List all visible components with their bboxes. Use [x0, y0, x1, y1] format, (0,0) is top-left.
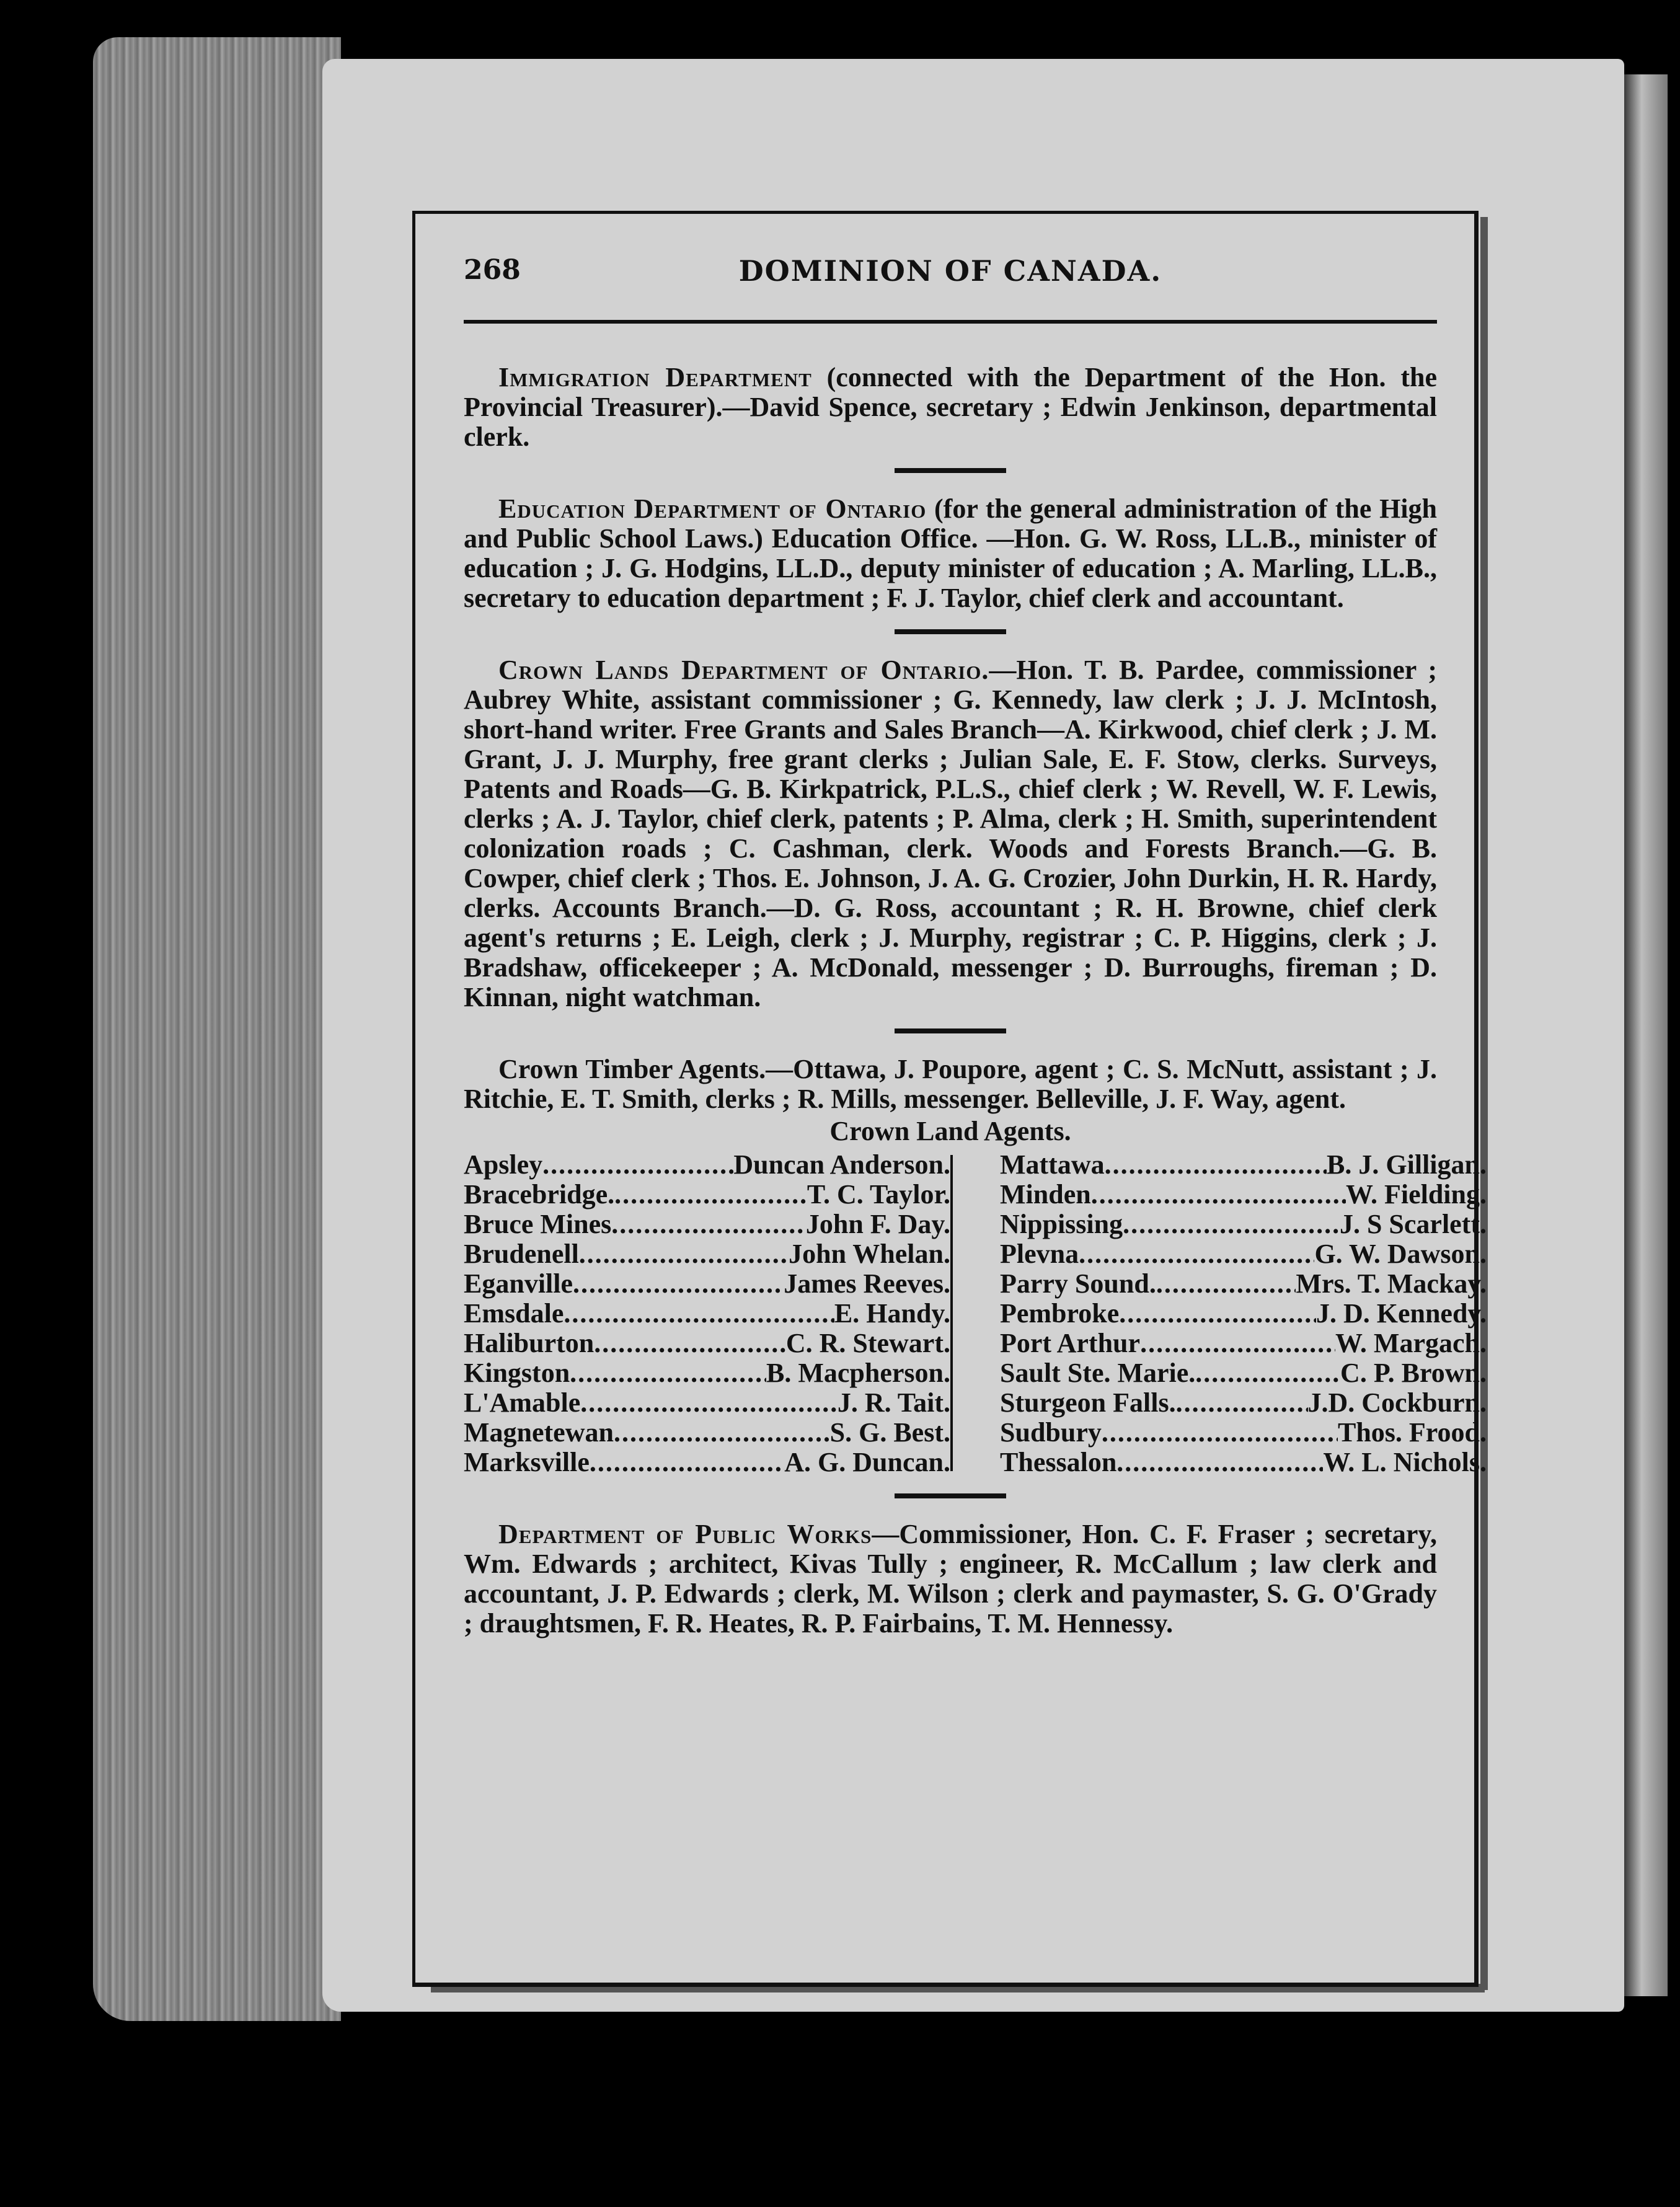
agent-row	[464, 1299, 950, 1329]
dot-leader	[1123, 1210, 1340, 1239]
column-divider	[950, 1155, 953, 1471]
section-separator	[895, 629, 1006, 634]
page-number: 268	[464, 254, 521, 286]
agent-name: C. R. Stewart.	[785, 1328, 950, 1358]
agent-place: Apsley	[464, 1149, 543, 1180]
agent-row	[464, 1150, 950, 1180]
page-content	[464, 362, 1487, 1639]
timber-agents-paragraph: Crown Timber Agents.—Ottawa, J. Poupore, agent ; C. S. McNutt, assistant ; J. Ritchie, E. T. Smith, clerks ; R. Mills, messenger. Belleville, J. F. Way, agent.	[464, 1054, 1437, 1114]
agent-row	[1000, 1418, 1487, 1448]
agent-name: J. D. Kennedy.	[1315, 1298, 1487, 1329]
agent-place: Minden	[1000, 1179, 1091, 1210]
section-separator	[895, 1028, 1006, 1033]
section-body: (connected with the Department of the Hon. the Provincial Treasurer).—David Spence, secretary ; Edwin Jenkinson, departmental clerk.	[464, 362, 1438, 452]
agent-place: Thessalon	[1000, 1447, 1117, 1477]
agent-name: W. L. Nichols.	[1323, 1447, 1487, 1477]
dot-leader	[564, 1299, 834, 1329]
dot-leader	[573, 1269, 784, 1299]
agent-row	[464, 1329, 950, 1358]
dot-leader	[1176, 1388, 1308, 1418]
agent-name: J. S Scarlett.	[1339, 1209, 1487, 1239]
agent-row	[1000, 1299, 1487, 1329]
immigration-paragraph	[464, 363, 1437, 452]
dot-leader	[614, 1180, 807, 1210]
dot-leader	[594, 1329, 786, 1358]
agent-row	[1000, 1210, 1487, 1239]
agent-place: Plevna	[1000, 1239, 1079, 1269]
agent-name: James Reeves.	[784, 1268, 950, 1299]
agent-row	[464, 1358, 950, 1388]
agent-place: Magnetewan	[464, 1417, 614, 1448]
agent-name: W. Fielding.	[1346, 1179, 1487, 1210]
agent-place: Eganville	[464, 1268, 573, 1299]
dot-leader	[1195, 1358, 1340, 1388]
dot-leader	[611, 1210, 806, 1239]
book-page-edges	[93, 37, 341, 2021]
agent-place: Pembroke	[1000, 1298, 1120, 1329]
agent-name: S. G. Best.	[829, 1417, 950, 1448]
dot-leader	[1105, 1150, 1327, 1180]
agent-name: E. Handy.	[834, 1298, 950, 1329]
section-heading: Crown Lands Department of Ontario.	[498, 655, 989, 685]
frame-shadow-right	[1480, 217, 1488, 1990]
section-body: (for the general administration of the High and Public School Laws.) Education Office. —Hon. G. W. Ross, LL.B., minister of education ; J. G. Hodgins, LL.D., deputy minister of education ; A. Marling, LL.B., secretary to education department ; F. J. Taylor, chief clerk and accountant.	[464, 493, 1437, 613]
section-body: —Hon. T. B. Pardee, commissioner ; Aubrey White, assistant commissioner ; G. Kennedy, law clerk ; J. J. McIntosh, short-hand writer. Free Grants and Sales Branch—A. Kirkwood, chief clerk ; J. M. Grant, J. J. Murphy, free grant clerks ; Julian Sale, E. F. Stow, clerks. Surveys, Patents and Roads—G. B. Kirkpatrick, P.L.S., chief clerk ; W. Revell, W. F. Lewis, clerks ; A. J. Taylor, chief clerk, patents ; P. Alma, clerk ; H. Smith, superintendent colonization roads ; C. Cashman, clerk. Woods and Forests Branch.—G. B. Cowper, chief clerk ; Thos. E. Johnson, J. A. G. Crozier, John Durkin, H. R. Hardy, clerks. Accounts Branch.—D. G. Ross, accountant ; R. H. Browne, chief clerk agent's returns ; E. Leigh, clerk ; J. Murphy, registrar ; C. P. Higgins, clerk ; J. Bradshaw, officekeeper ; A. McDonald, messenger ; D. Burroughs, fireman ; D. Kinnan, night watchman.	[464, 655, 1437, 1012]
education-paragraph	[464, 494, 1437, 613]
agent-place: Kingston	[464, 1358, 570, 1388]
dot-leader	[579, 1239, 789, 1269]
agent-row	[464, 1448, 950, 1477]
dot-leader	[542, 1150, 733, 1180]
agent-place: Sturgeon Falls.	[1000, 1387, 1176, 1418]
section-separator	[895, 1493, 1006, 1498]
dot-leader	[1091, 1180, 1346, 1210]
agent-row	[1000, 1180, 1487, 1210]
agent-name: Mrs. T. Mackay.	[1296, 1268, 1487, 1299]
agent-name: C. P. Brown.	[1340, 1358, 1487, 1388]
agent-row	[1000, 1388, 1487, 1418]
agent-place: Sault Ste. Marie.	[1000, 1358, 1196, 1388]
dot-leader	[590, 1448, 784, 1477]
section-heading: Immigration Department	[498, 362, 812, 392]
agent-row	[464, 1418, 950, 1448]
agent-row	[1000, 1329, 1487, 1358]
land-agents-heading: Crown Land Agents.	[829, 1116, 1071, 1146]
agent-place: L'Amable	[464, 1387, 581, 1418]
dot-leader	[1079, 1239, 1314, 1269]
facing-page-edge	[1624, 74, 1668, 1996]
agent-name: Duncan Anderson.	[733, 1149, 950, 1180]
agent-place: Haliburton	[464, 1328, 595, 1358]
agent-row	[1000, 1239, 1487, 1269]
section-heading: Education Department of Ontario	[498, 493, 927, 524]
agent-name: G. W. Dawson.	[1314, 1239, 1487, 1269]
agent-place: Bracebridge.	[464, 1179, 615, 1210]
dot-leader	[1156, 1269, 1296, 1299]
dot-leader	[614, 1418, 830, 1448]
agent-place: Mattawa	[1000, 1149, 1105, 1180]
land-agents-table	[464, 1149, 1487, 1477]
agent-name: J.D. Cockburn.	[1307, 1387, 1487, 1418]
agent-name: J. R. Tait.	[837, 1387, 950, 1418]
agent-name: A. G. Duncan.	[784, 1447, 950, 1477]
running-title: DOMINION OF CANADA.	[738, 254, 1162, 288]
agent-row	[464, 1180, 950, 1210]
agent-row	[464, 1210, 950, 1239]
dot-leader	[1140, 1329, 1335, 1358]
agent-row	[464, 1388, 950, 1418]
agent-row	[464, 1239, 950, 1269]
dot-leader	[1119, 1299, 1316, 1329]
agent-place: Brudenell	[464, 1239, 579, 1269]
dot-leader	[1116, 1448, 1323, 1477]
page-header	[464, 254, 1437, 304]
agent-place: Marksville	[464, 1447, 590, 1477]
agent-name: B. J. Gilligan.	[1327, 1149, 1487, 1180]
dot-leader	[580, 1388, 838, 1418]
agent-name: John F. Day.	[805, 1209, 950, 1239]
agent-place: Sudbury	[1000, 1417, 1102, 1448]
agent-name: John Whelan.	[789, 1239, 950, 1269]
agent-row	[1000, 1150, 1487, 1180]
section-separator	[895, 468, 1006, 473]
agent-name: T. C. Taylor.	[807, 1179, 950, 1210]
section-body: —Commissioner, Hon. C. F. Fraser ; secretary, Wm. Edwards ; architect, Kivas Tully ; engineer, R. McCallum ; law clerk and accountant, J. P. Edwards ; clerk, M. Wilson ; clerk and paymaster, S. G. O'Grady ; draughtsmen, F. R. Heates, R. P. Fairbains, T. M. Hennessy.	[464, 1519, 1437, 1639]
agent-place: Bruce Mines	[464, 1209, 612, 1239]
agent-place: Parry Sound.	[1000, 1268, 1156, 1299]
land-agents-left-column	[464, 1150, 975, 1477]
agent-name: W. Margach.	[1335, 1328, 1487, 1358]
dot-leader	[570, 1358, 766, 1388]
agent-name: B. Macpherson.	[766, 1358, 950, 1388]
agent-name: Thos. Frood.	[1337, 1417, 1487, 1448]
agent-row	[1000, 1358, 1487, 1388]
agent-place: Port Arthur	[1000, 1328, 1141, 1358]
agent-place: Emsdale	[464, 1298, 564, 1329]
agent-place: Nippissing	[1000, 1209, 1123, 1239]
land-agents-right-column	[975, 1150, 1487, 1477]
agent-row	[1000, 1448, 1487, 1477]
header-rule	[464, 320, 1437, 324]
section-heading: Department of Public Works	[498, 1519, 872, 1549]
crown-lands-paragraph	[464, 655, 1437, 1012]
public-works-paragraph	[464, 1519, 1437, 1639]
dot-leader	[1102, 1418, 1338, 1448]
agent-row	[1000, 1269, 1487, 1299]
agent-row	[464, 1269, 950, 1299]
